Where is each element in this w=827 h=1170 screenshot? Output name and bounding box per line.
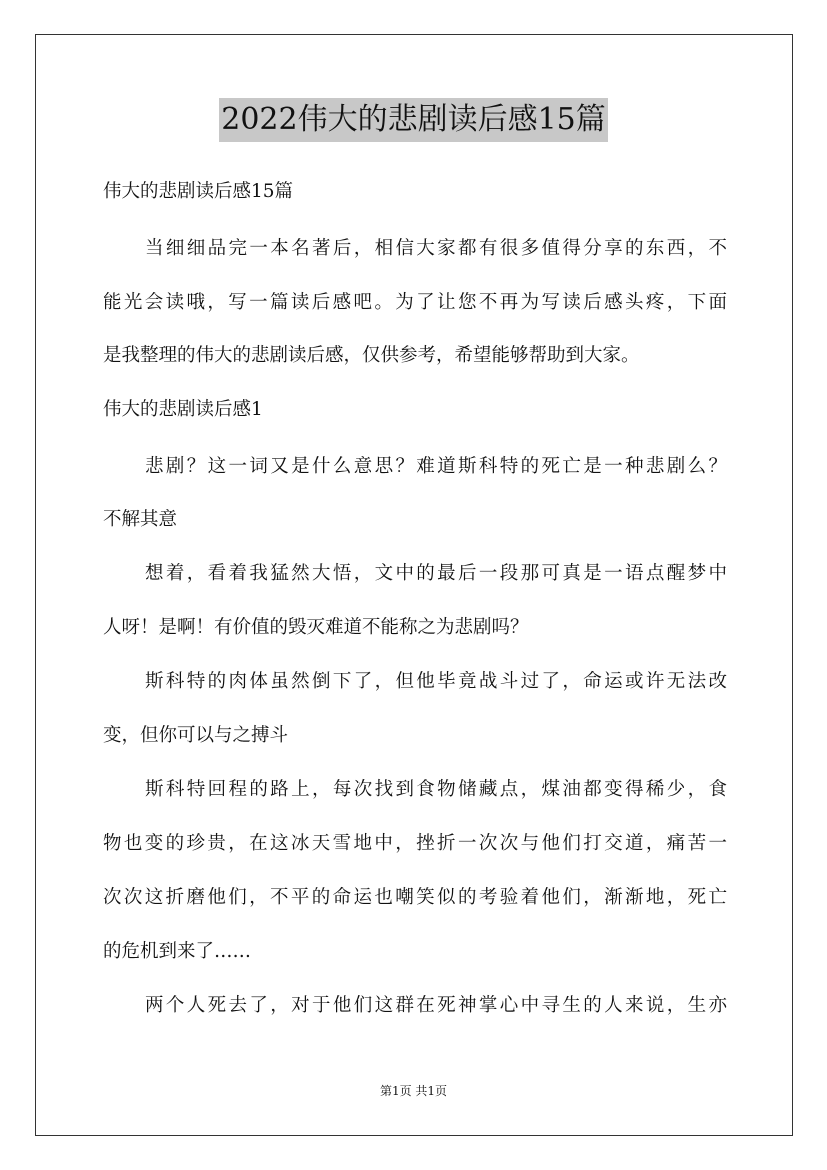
paragraph-line: 斯科特回程的路上，每次找到食物储藏点，煤油都变得稀少，食 [145, 779, 727, 800]
paragraph-line: 当细细品完一本名著后，相信大家都有很多值得分享的东西，不 [145, 238, 727, 259]
title-container [0, 98, 827, 142]
paragraph-line: 的危机到来了…… [103, 941, 252, 962]
section-heading: 伟大的悲剧读后感1 [103, 399, 263, 420]
subtitle-line: 伟大的悲剧读后感15篇 [103, 181, 294, 202]
page-footer: 第1页 共1页 [379, 1084, 448, 1098]
paragraph-line: 斯科特的肉体虽然倒下了，但他毕竟战斗过了，命运或许无法改 [145, 671, 727, 692]
paragraph-line: 人呀！是啊！有价值的毁灭难道不能称之为悲剧吗？ [103, 617, 529, 638]
paragraph-line: 是我整理的伟大的悲剧读后感，仅供参考，希望能够帮助到大家。 [103, 345, 640, 366]
paragraph-line: 变，但你可以与之搏斗 [103, 725, 289, 746]
paragraph-line: 物也变的珍贵，在这冰天雪地中，挫折一次次与他们打交道，痛苦一 [103, 833, 727, 854]
paragraph-line: 悲剧？这一词又是什么意思？难道斯科特的死亡是一种悲剧么？ [145, 456, 727, 477]
paragraph-line: 次次这折磨他们，不平的命运也嘲笑似的考验着他们，渐渐地，死亡 [103, 887, 727, 908]
paragraph-line: 想着，看着我猛然大悟，文中的最后一段那可真是一语点醒梦中 [145, 563, 727, 584]
paragraph-line: 两个人死去了，对于他们这群在死神掌心中寻生的人来说，生亦 [145, 995, 727, 1016]
paragraph-line: 能光会读哦，写一篇读后感吧。为了让您不再为写读后感头疼，下面 [103, 292, 727, 313]
paragraph-line: 不解其意 [103, 509, 178, 530]
document-title: 2022伟大的悲剧读后感15篇 [219, 98, 608, 142]
